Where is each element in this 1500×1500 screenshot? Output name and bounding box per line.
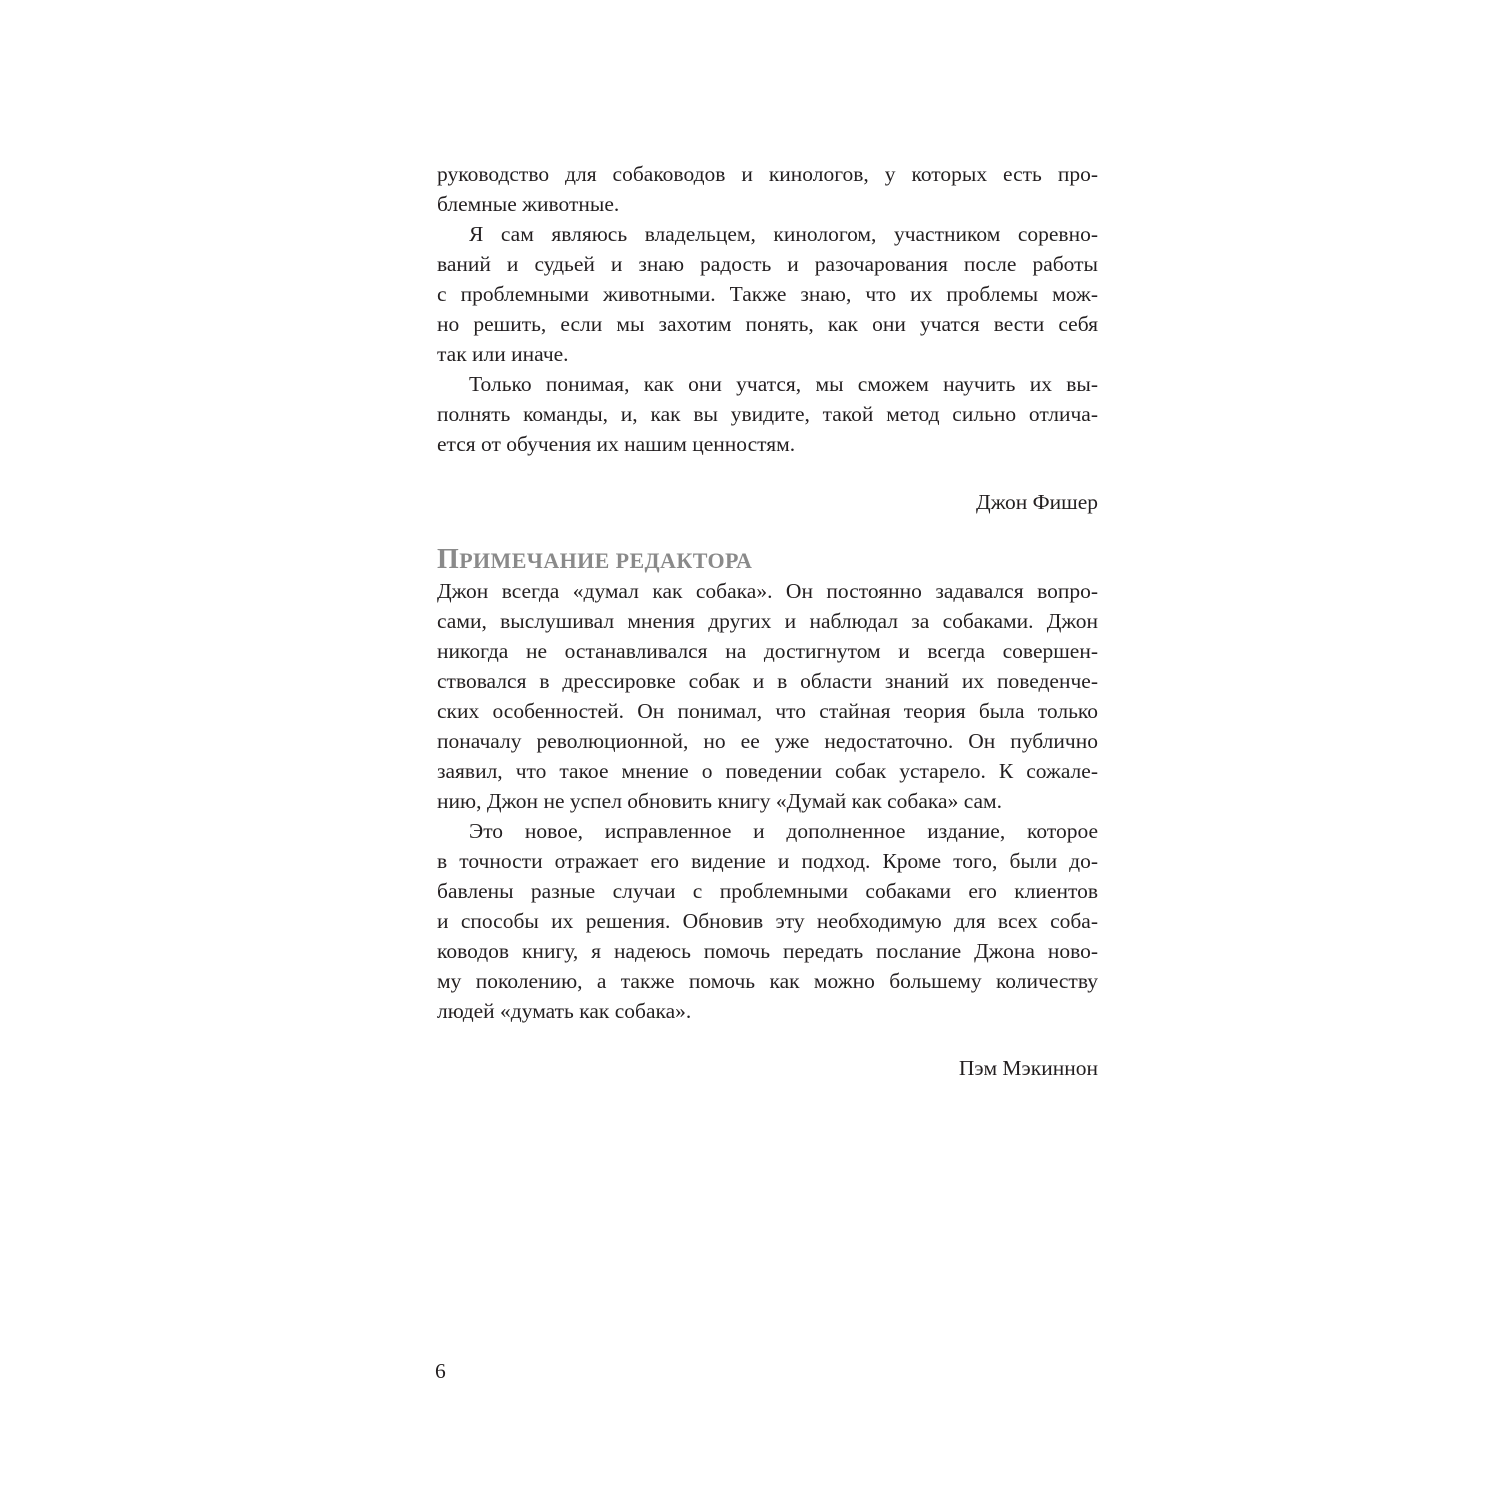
text-line: никогда не останавливался на достигнутом и всегда совершен- xyxy=(437,639,1098,663)
heading-rest: РИМЕЧАНИЕ РЕДАКТОРА xyxy=(459,548,753,573)
text-line: бавлены разные случаи с проблемными собаками его клиентов xyxy=(437,879,1098,903)
text-line: руководство для собаководов и кинологов, у которых есть про- xyxy=(437,162,1098,186)
text-line: поначалу революционной, но ее уже недостаточно. Он публично xyxy=(437,729,1098,753)
text-line: Джон всегда «думал как собака». Он постоянно задавался вопро- xyxy=(437,579,1098,603)
text-line: ководов книгу, я надеюсь помочь передать послание Джона ново- xyxy=(437,939,1098,963)
heading-initial: П xyxy=(437,544,460,575)
text-line: Только понимая, как они учатся, мы сможем научить их вы- xyxy=(469,372,1098,396)
text-line: Я сам являюсь владельцем, кинологом, участником соревно- xyxy=(469,222,1098,246)
text-line: в точности отражает его видение и подход. Кроме того, были до- xyxy=(437,849,1098,873)
editor-signature: Пэм Мэкиннон xyxy=(958,1056,1098,1080)
text-line: му поколению, а также помочь как можно большему количеству xyxy=(437,969,1098,993)
text-line: Это новое, исправленное и дополненное издание, которое xyxy=(469,819,1098,843)
text-line: и способы их решения. Обновив эту необходимую для всех соба- xyxy=(437,909,1098,933)
text-line: полнять команды, и, как вы увидите, такой метод сильно отлича- xyxy=(437,402,1098,426)
text-line: ваний и судьей и знаю радость и разочарования после работы xyxy=(437,252,1098,276)
editor-note-text xyxy=(437,576,1098,1026)
text-line: заявил, что такое мнение о поведении собак устарело. К сожале- xyxy=(437,759,1098,783)
intro-text xyxy=(437,159,1098,459)
intro-paragraph-2 xyxy=(437,219,1098,369)
editor-paragraph-2 xyxy=(437,816,1098,1026)
text-line: с проблемными животными. Также знаю, что их проблемы мож- xyxy=(437,282,1098,306)
intro-paragraph-3 xyxy=(437,369,1098,459)
text-line: ствовался в дрессировке собак и в области знаний их поведенче- xyxy=(437,669,1098,693)
text-line: ется от обучения их нашим ценностям. xyxy=(437,432,796,456)
author-signature: Джон Фишер xyxy=(976,490,1098,514)
text-line: людей «думать как собака». xyxy=(437,999,692,1023)
text-line: блемные животные. xyxy=(437,192,620,216)
text-line: нию, Джон не успел обновить книгу «Думай как собака» сам. xyxy=(437,789,1003,813)
section-heading xyxy=(437,543,752,578)
page-number: 6 xyxy=(435,1359,446,1383)
text-line: но решить, если мы захотим понять, как они учатся вести себя xyxy=(437,312,1098,336)
editor-paragraph-1 xyxy=(437,576,1098,816)
text-line: ских особенностей. Он понимал, что стайная теория была только xyxy=(437,699,1098,723)
intro-paragraph-1 xyxy=(437,159,1098,219)
text-line: так или иначе. xyxy=(437,342,569,366)
text-line: сами, выслушивал мнения других и наблюдал за собаками. Джон xyxy=(437,609,1098,633)
